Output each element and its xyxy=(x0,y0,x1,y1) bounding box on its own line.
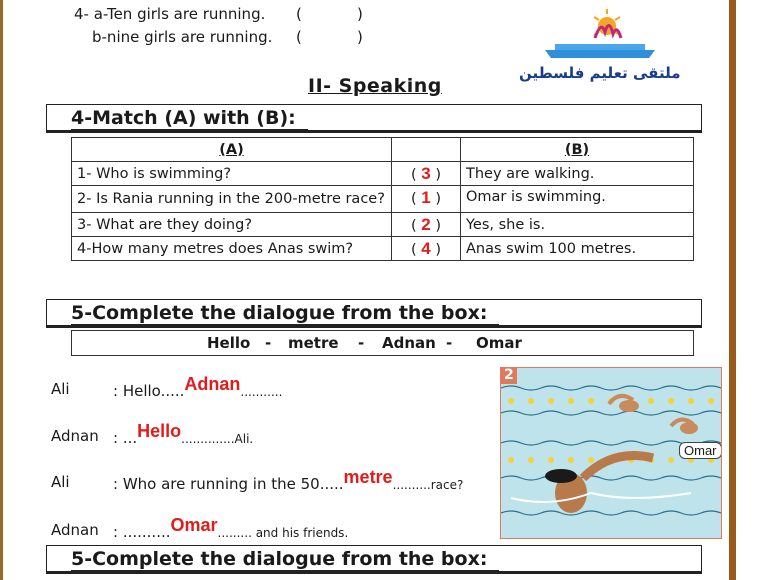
answer-number: 3 xyxy=(421,163,431,183)
answer-cell: ( 2 ) xyxy=(392,213,461,237)
omar-label: Omar xyxy=(679,442,722,459)
word-box-item: Omar xyxy=(476,334,522,352)
row-a-cell: 3- What are they doing? xyxy=(72,213,392,237)
dialogue-line: : ...Hello$_{..............Ali.}$ xyxy=(113,421,254,447)
col-b-header: (B) xyxy=(461,138,694,162)
dialogue-speaker: Adnan xyxy=(51,521,99,539)
site-logo xyxy=(515,8,685,88)
dialogue-speaker: Adnan xyxy=(51,427,99,445)
dialogue-speaker: Ali xyxy=(51,380,70,398)
row-b-cell: They are walking. xyxy=(461,162,694,186)
swimming-picture xyxy=(500,367,722,539)
match-section-title: 4-Match (A) with (B): xyxy=(71,107,296,129)
table-row xyxy=(72,186,694,213)
dialogue-section-bar xyxy=(46,299,702,328)
q4-paren-open-a: ( xyxy=(296,5,302,23)
word-box-separator: - xyxy=(358,334,365,352)
picture-number: 2 xyxy=(504,367,514,383)
q4-paren-close-a: ) xyxy=(357,5,363,23)
word-box-item: Hello xyxy=(207,334,251,352)
row-b-cell: Anas swim 100 metres. xyxy=(461,237,694,261)
table-row xyxy=(72,162,694,186)
dialogue-line: : Hello.....Adnan$_{...........}$ xyxy=(113,374,283,400)
col-num-header xyxy=(392,138,461,162)
dialogue-section-title-2: 5-Complete the dialogue from the box: xyxy=(71,548,488,570)
match-section-bar xyxy=(46,104,702,133)
match-table xyxy=(71,137,694,261)
dialogue-line: : Who are running in the 50.....metre$_{..........race?}$ xyxy=(113,467,464,493)
logo-text: ملتقى تعليم فلسطين xyxy=(519,64,681,82)
word-box-item: Adnan xyxy=(382,334,436,352)
table-header-row xyxy=(72,138,694,162)
answer-cell: ( 3 ) xyxy=(392,162,461,186)
word-box-separator: - xyxy=(446,334,453,352)
page-right-margin xyxy=(738,0,768,580)
row-a-cell: 1- Who is swimming? xyxy=(72,162,392,186)
q4-paren-close-b: ) xyxy=(357,28,363,46)
table-row xyxy=(72,237,694,261)
q4-paren-open-b: ( xyxy=(296,28,302,46)
page-left-edge xyxy=(0,0,3,580)
page-right-border xyxy=(729,0,736,580)
row-b-cell: Yes, she is. xyxy=(461,213,694,237)
dialogue-speaker: Ali xyxy=(51,473,70,491)
speaking-section-title: II- Speaking xyxy=(308,75,442,97)
dialogue-section-bar-2 xyxy=(46,545,702,574)
row-a-cell: 4-How many metres does Anas swim? xyxy=(72,237,392,261)
answer-cell: ( 1 ) xyxy=(392,186,461,213)
answer-cell: ( 4 ) xyxy=(392,237,461,261)
q4-option-b: b-nine girls are running. xyxy=(92,28,273,46)
dialogue-answer: Omar xyxy=(170,515,218,535)
answer-number: 4 xyxy=(421,238,431,258)
answer-number: 2 xyxy=(421,214,431,234)
table-row xyxy=(72,213,694,237)
dialogue-section-title: 5-Complete the dialogue from the box: xyxy=(71,302,488,324)
word-box xyxy=(71,330,694,356)
dialogue-line: : ..........Omar$_{......... and his friends.}$ xyxy=(113,515,349,541)
row-a-cell: 2- Is Rania running in the 200-metre race? xyxy=(72,186,392,213)
answer-number: 1 xyxy=(421,188,431,207)
word-box-separator: - xyxy=(265,334,272,352)
col-a-header: (A) xyxy=(72,138,392,162)
dialogue-answer: Hello xyxy=(137,421,182,441)
q4-option-a: 4- a-Ten girls are running. xyxy=(74,5,266,23)
dialogue-answer: metre xyxy=(343,467,393,487)
row-b-cell: Omar is swimming. xyxy=(461,186,694,213)
dialogue-answer: Adnan xyxy=(184,374,241,394)
word-box-item: metre xyxy=(288,334,339,352)
